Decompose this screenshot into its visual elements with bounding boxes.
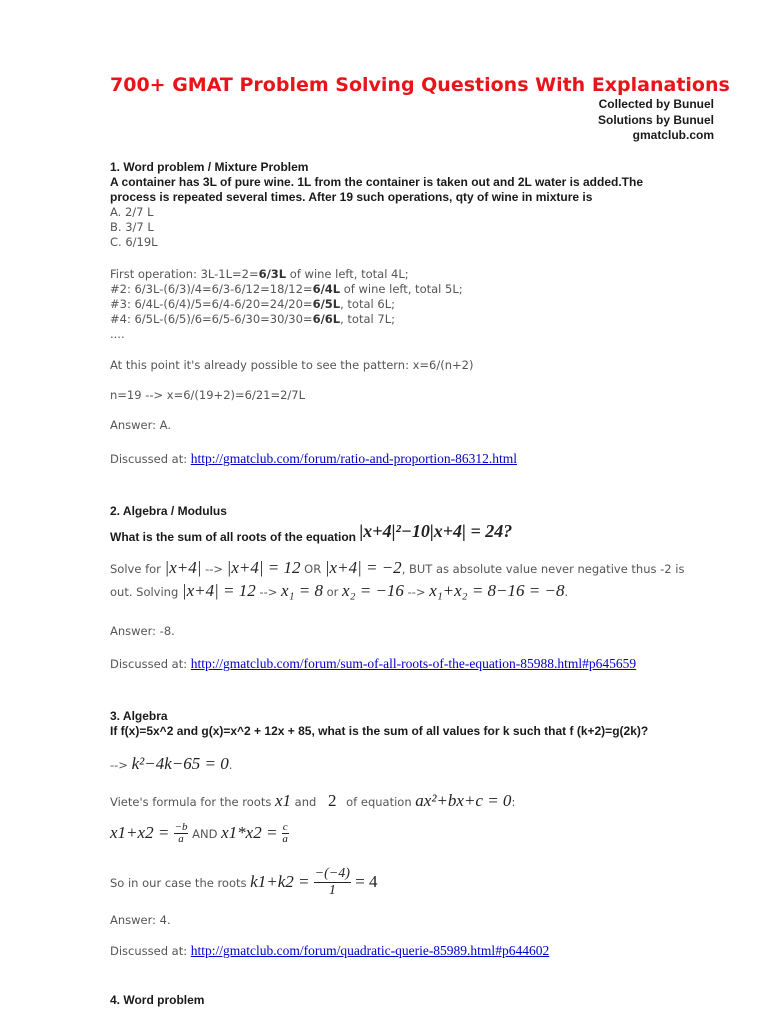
credit-solutions: Solutions by Bunuel	[598, 113, 714, 127]
q2-discussion-link[interactable]: http://gmatclub.com/forum/sum-of-all-roots-of-the-equation-85988.html#p645659	[190, 656, 637, 671]
q1-step1: First operation: 3L-1L=2=6/3L of wine left, total 4L;	[110, 267, 409, 281]
q1-option-c: C. 6/19L	[110, 235, 158, 249]
q1-discussion-link[interactable]: http://gmatclub.com/forum/ratio-and-proportion-86312.html	[190, 451, 517, 466]
q1-dots: ....	[110, 327, 125, 341]
q3-heading: 3. Algebra	[110, 709, 168, 723]
q2-equation: |x+4|²−10|x+4| = 24?	[359, 521, 513, 541]
credit-site: gmatclub.com	[632, 128, 714, 142]
q3-discussed: Discussed at: http://gmatclub.com/forum/quadratic-querie-85989.html#p644602	[110, 943, 550, 958]
q3-question: If f(x)=5x^2 and g(x)=x^2 + 12x + 85, what is the sum of all values for k such that f (k+2)=g(2k)?	[110, 724, 649, 738]
q3-eq-line: --> k²−4k−65 = 0.	[110, 754, 233, 773]
q4-heading: 4. Word problem	[110, 993, 205, 1007]
q3-discussion-link[interactable]: http://gmatclub.com/forum/quadratic-querie-85989.html#p644602	[190, 943, 550, 958]
q1-answer: Answer: A.	[110, 418, 172, 432]
q1-step3: #3: 6/4L-(6/4)/5=6/4-6/20=24/20=6/5L, total 6L;	[110, 297, 395, 311]
q2-question: What is the sum of all roots of the equation |x+4|²−10|x+4| = 24?	[110, 521, 513, 544]
q1-pattern: At this point it's already possible to see the pattern: x=6/(n+2)	[110, 358, 474, 372]
q1-option-b: B. 3/7 L	[110, 220, 154, 234]
q3-case-line: So in our case the roots k1+k2 = $\frac{-(-4)}{1}$ = 4	[110, 866, 378, 898]
q3-viete-line: Viete's formula for the roots x1 and 2 of equation ax²+bx+c = 0:	[110, 791, 516, 810]
q1-step4: #4: 6/5L-(6/5)/6=6/5-6/30=30/30=6/6L, total 7L;	[110, 312, 395, 326]
q1-step2: #2: 6/3L-(6/3)/4=6/3-6/12=18/12=6/4L of wine left, total 5L;	[110, 282, 463, 296]
credit-collected: Collected by Bunuel	[598, 97, 714, 111]
q1-heading: 1. Word problem / Mixture Problem	[110, 160, 309, 174]
q1-question-line2: process is repeated several times. After 19 such operations, qty of wine in mixture is	[110, 190, 593, 204]
q1-calc: n=19 --> x=6/(19+2)=6/21=2/7L	[110, 388, 306, 402]
q2-solving-line: out. Solving |x+4| = 12 --> x₁ = 8 or x₂ = −16 --> x₁+x₂ = 8−16 = −8.	[110, 581, 569, 600]
q1-option-a: A. 2/7 L	[110, 205, 154, 219]
q2-heading: 2. Algebra / Modulus	[110, 504, 227, 518]
q2-discussed: Discussed at: http://gmatclub.com/forum/sum-of-all-roots-of-the-equation-85988.html#p645659	[110, 656, 637, 671]
q3-viete-formula: x1+x2 = $\frac{-b}{a}$ AND x1*x2 = $\frac{c}{a}$	[110, 821, 288, 845]
q2-answer: Answer: -8.	[110, 624, 175, 638]
q1-discussed: Discussed at: http://gmatclub.com/forum/ratio-and-proportion-86312.html	[110, 451, 517, 466]
q1-question-line1: A container has 3L of pure wine. 1L from the container is taken out and 2L water is added.The	[110, 175, 644, 189]
page-title: 700+ GMAT Problem Solving Questions With Explanations	[110, 74, 730, 96]
q3-answer: Answer: 4.	[110, 913, 171, 927]
q2-solve-line: Solve for |x+4| --> |x+4| = 12 OR |x+4| = −2, BUT as absolute value never negative thus -2 is	[110, 558, 685, 577]
